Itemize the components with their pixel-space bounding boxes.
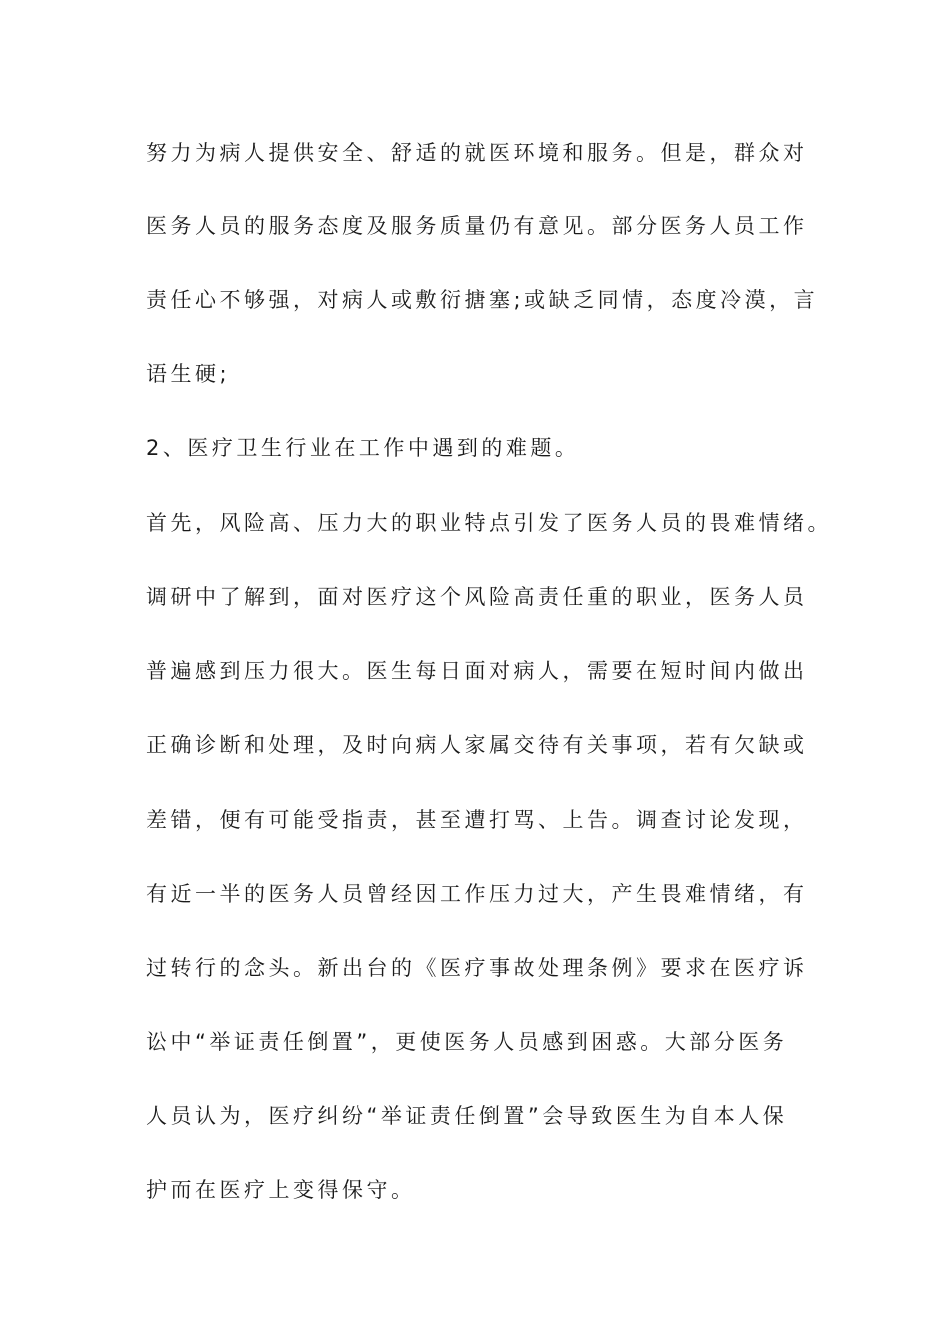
text-line: 语生硬; [146,362,231,386]
text-line: 医务人员的服务态度及服务质量仍有意见。部分医务人员工作 [146,214,808,238]
text-line: 努力为病人提供安全、舒适的就医环境和服务。但是，群众对 [146,141,808,165]
section-heading: 2、医疗卫生行业在工作中遇到的难题。 [146,436,580,460]
text-line: 人员认为，医疗纠纷“举证责任倒置”会导致医生为自本人保 [146,1104,788,1128]
text-line: 责任心不够强，对病人或敷衍搪塞;或缺乏同情，态度冷漠，言 [146,288,819,312]
text-line: 差错，便有可能受指责，甚至遭打骂、上告。调查讨论发现， [146,808,808,832]
text-line: 护而在医疗上变得保守。 [146,1178,416,1202]
text-line: 正确诊断和处理，及时向病人家属交待有关事项，若有欠缺或 [146,733,808,757]
text-line: 调研中了解到，面对医疗这个风险高责任重的职业，医务人员 [146,585,808,609]
text-line: 普遍感到压力很大。医生每日面对病人，需要在短时间内做出 [146,659,808,683]
text-line: 讼中“举证责任倒置”，更使医务人员感到困惑。大部分医务 [146,1030,788,1054]
text-line: 过转行的念头。新出台的《医疗事故处理条例》要求在医疗诉 [146,956,808,980]
text-line: 有近一半的医务人员曾经因工作压力过大，产生畏难情绪，有 [146,882,808,906]
text-line: 首先，风险高、压力大的职业特点引发了医务人员的畏难情绪。 [146,511,832,535]
